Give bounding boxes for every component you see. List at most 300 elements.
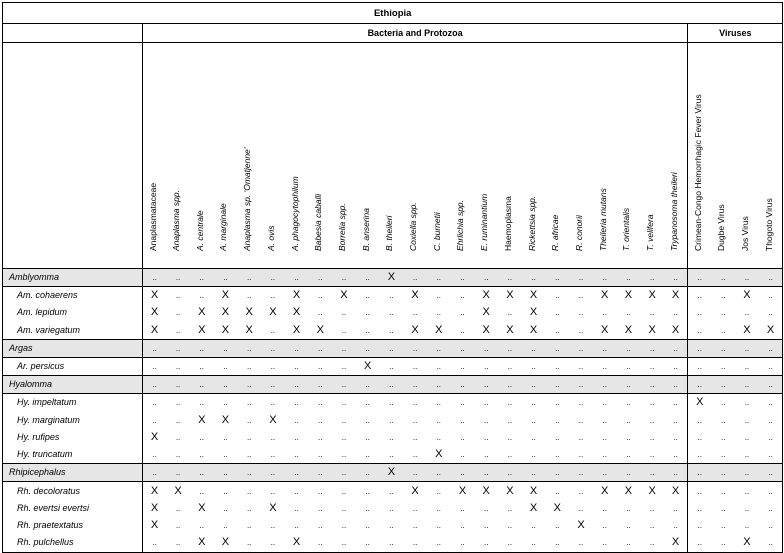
absent-mark: ..	[768, 486, 773, 496]
cell-absent	[664, 464, 688, 482]
cell-absent	[166, 517, 190, 534]
cell-absent	[735, 517, 759, 534]
absent-mark: ..	[460, 380, 465, 390]
cell-absent	[237, 376, 261, 394]
absent-mark: ..	[246, 538, 252, 548]
absent-mark: ..	[270, 291, 276, 301]
cell-absent	[380, 500, 404, 517]
cell-absent	[427, 357, 451, 375]
column-header	[308, 43, 332, 269]
absent-mark: ..	[246, 398, 252, 408]
absent-mark: ..	[649, 450, 655, 460]
absent-mark: ..	[649, 273, 655, 282]
cell-absent	[569, 357, 593, 375]
cell-absent	[308, 304, 332, 321]
cell-absent	[237, 429, 261, 446]
cell-present	[403, 287, 427, 305]
absent-mark: ..	[270, 273, 276, 282]
cell-absent	[214, 482, 238, 500]
cell-absent	[356, 322, 380, 340]
column-header	[261, 43, 285, 269]
cell-absent	[664, 376, 688, 394]
cell-absent	[735, 464, 759, 482]
cell-absent	[237, 287, 261, 305]
column-header	[664, 43, 688, 269]
absent-mark: ..	[270, 450, 276, 460]
absent-mark: ..	[721, 273, 726, 282]
present-mark: X	[671, 536, 680, 549]
absent-mark: ..	[199, 468, 204, 478]
absent-mark: ..	[697, 415, 702, 425]
present-mark: X	[198, 501, 206, 514]
cell-present	[735, 534, 759, 552]
column-header	[593, 43, 617, 269]
cell-absent	[545, 357, 569, 375]
cell-absent	[711, 534, 735, 552]
absent-mark: ..	[152, 362, 157, 372]
cell-absent	[593, 534, 617, 552]
cell-absent	[664, 411, 688, 428]
absent-mark: ..	[744, 450, 750, 460]
cell-absent	[403, 517, 427, 534]
absent-mark: ..	[507, 398, 513, 408]
cell-absent	[711, 464, 735, 482]
present-mark: X	[411, 289, 419, 302]
cell-absent	[166, 446, 190, 464]
absent-mark: ..	[341, 450, 347, 460]
cell-absent	[474, 429, 498, 446]
absent-mark: ..	[507, 415, 513, 425]
cell-absent	[403, 376, 427, 394]
absent-mark: ..	[602, 273, 607, 282]
cell-absent	[380, 357, 404, 375]
cell-absent	[380, 534, 404, 552]
cell-absent	[261, 517, 285, 534]
cell-absent	[143, 446, 167, 464]
cell-present	[498, 322, 522, 340]
absent-mark: ..	[199, 343, 204, 353]
cell-absent	[664, 304, 688, 321]
absent-mark: ..	[721, 308, 726, 318]
cell-present	[143, 287, 167, 305]
absent-mark: ..	[389, 450, 394, 460]
cell-absent	[569, 534, 593, 552]
absent-mark: ..	[673, 343, 678, 353]
absent-mark: ..	[460, 362, 465, 372]
present-mark: X	[577, 519, 585, 532]
cell-present	[522, 500, 546, 517]
absent-mark: ..	[555, 291, 560, 301]
absent-mark: ..	[531, 432, 536, 442]
column-header	[711, 43, 735, 269]
cell-absent	[190, 357, 214, 375]
absent-mark: ..	[365, 468, 370, 478]
cell-absent	[617, 464, 641, 482]
absent-mark: ..	[531, 380, 536, 390]
absent-mark: ..	[531, 273, 536, 282]
column-label: A. ovis	[265, 225, 276, 251]
cell-absent	[640, 269, 664, 287]
cell-absent	[474, 339, 498, 357]
present-mark: X	[671, 289, 680, 302]
cell-absent	[498, 376, 522, 394]
cell-absent	[617, 357, 641, 375]
absent-mark: ..	[673, 362, 678, 372]
cell-absent	[593, 376, 617, 394]
present-mark: X	[150, 519, 159, 532]
cell-absent	[498, 534, 522, 552]
cell-absent	[545, 482, 569, 500]
cell-absent	[617, 376, 641, 394]
absent-mark: ..	[768, 415, 773, 425]
cell-absent	[166, 429, 190, 446]
absent-mark: ..	[578, 503, 584, 513]
cell-absent	[522, 446, 546, 464]
cell-absent	[261, 534, 285, 552]
cell-absent	[617, 411, 641, 428]
cell-absent	[190, 429, 214, 446]
absent-mark: ..	[389, 343, 394, 353]
cell-absent	[688, 482, 712, 500]
cell-present	[498, 287, 522, 305]
cell-absent	[190, 269, 214, 287]
species-name: Am. cohaerens	[3, 287, 143, 305]
absent-mark: ..	[649, 415, 655, 425]
cell-absent	[308, 517, 332, 534]
absent-mark: ..	[555, 486, 560, 496]
cell-absent	[214, 464, 238, 482]
cell-present	[143, 500, 167, 517]
absent-mark: ..	[768, 362, 773, 372]
pathogen-table	[2, 2, 783, 553]
species-name: Hy. marginatum	[3, 411, 143, 428]
cell-absent	[403, 500, 427, 517]
cell-absent	[711, 357, 735, 375]
present-mark: X	[150, 501, 159, 514]
cell-absent	[640, 534, 664, 552]
cell-absent	[214, 357, 238, 375]
present-mark: X	[506, 289, 514, 302]
cell-absent	[735, 394, 759, 412]
absent-mark: ..	[199, 291, 204, 301]
cell-absent	[711, 482, 735, 500]
cell-absent	[688, 517, 712, 534]
cell-absent	[640, 339, 664, 357]
cell-absent	[451, 464, 475, 482]
cell-present	[522, 287, 546, 305]
cell-absent	[451, 376, 475, 394]
absent-mark: ..	[318, 273, 323, 282]
absent-mark: ..	[744, 486, 750, 496]
absent-mark: ..	[436, 380, 442, 390]
absent-mark: ..	[199, 273, 204, 282]
cell-absent	[688, 411, 712, 428]
absent-mark: ..	[460, 432, 465, 442]
column-label: A. marginale	[218, 203, 229, 251]
absent-mark: ..	[602, 538, 607, 548]
cell-absent	[569, 287, 593, 305]
cell-absent	[332, 534, 356, 552]
column-label: Crimean-Congo Hemorrhagic Fever Virus	[692, 94, 703, 251]
absent-mark: ..	[602, 468, 607, 478]
absent-mark: ..	[341, 362, 347, 372]
column-label: B. theileri	[384, 215, 395, 251]
absent-mark: ..	[697, 486, 702, 496]
column-label: Thogoto Virus	[763, 198, 774, 251]
cell-absent	[759, 429, 783, 446]
cell-absent	[332, 394, 356, 412]
present-mark: X	[245, 306, 253, 319]
cell-absent	[427, 534, 451, 552]
cell-absent	[261, 357, 285, 375]
column-header	[498, 43, 522, 269]
absent-mark: ..	[649, 503, 655, 513]
absent-mark: ..	[294, 380, 299, 390]
column-header	[640, 43, 664, 269]
absent-mark: ..	[768, 308, 773, 318]
absent-mark: ..	[649, 308, 655, 318]
absent-mark: ..	[199, 486, 204, 496]
absent-mark: ..	[460, 343, 465, 353]
cell-absent	[451, 394, 475, 412]
cell-absent	[593, 304, 617, 321]
cell-absent	[735, 429, 759, 446]
cell-absent	[356, 429, 380, 446]
cell-absent	[640, 517, 664, 534]
present-mark: X	[387, 271, 396, 283]
cell-absent	[261, 339, 285, 357]
absent-mark: ..	[626, 432, 631, 442]
absent-mark: ..	[318, 398, 323, 408]
cell-absent	[569, 322, 593, 340]
species-row	[3, 322, 783, 340]
absent-mark: ..	[152, 343, 157, 353]
cell-absent	[569, 464, 593, 482]
absent-mark: ..	[578, 308, 584, 318]
absent-mark: ..	[602, 432, 607, 442]
cell-absent	[569, 269, 593, 287]
absent-mark: ..	[626, 538, 631, 548]
absent-mark: ..	[626, 273, 631, 282]
absent-mark: ..	[602, 343, 607, 353]
absent-mark: ..	[555, 308, 560, 318]
absent-mark: ..	[199, 432, 204, 442]
column-header	[427, 43, 451, 269]
absent-mark: ..	[270, 362, 276, 372]
absent-mark: ..	[175, 538, 181, 548]
table-title: Ethiopia	[3, 3, 783, 24]
absent-mark: ..	[294, 450, 299, 460]
absent-mark: ..	[294, 362, 299, 372]
absent-mark: ..	[412, 468, 418, 478]
cell-absent	[617, 534, 641, 552]
present-mark: X	[506, 323, 514, 336]
cell-absent	[214, 376, 238, 394]
absent-mark: ..	[483, 415, 489, 425]
absent-mark: ..	[223, 503, 228, 513]
absent-mark: ..	[412, 273, 418, 282]
absent-mark: ..	[175, 325, 181, 335]
absent-mark: ..	[578, 432, 584, 442]
cell-absent	[356, 376, 380, 394]
cell-present	[190, 500, 214, 517]
cell-absent	[688, 304, 712, 321]
absent-mark: ..	[341, 273, 347, 282]
absent-mark: ..	[389, 432, 394, 442]
absent-mark: ..	[412, 503, 418, 513]
absent-mark: ..	[555, 415, 560, 425]
absent-mark: ..	[223, 450, 228, 460]
cell-absent	[190, 287, 214, 305]
absent-mark: ..	[318, 415, 323, 425]
cell-present	[237, 322, 261, 340]
present-mark: X	[624, 289, 633, 302]
absent-mark: ..	[555, 432, 560, 442]
cell-absent	[332, 339, 356, 357]
cell-absent	[640, 394, 664, 412]
absent-mark: ..	[318, 521, 323, 531]
absent-mark: ..	[365, 415, 370, 425]
absent-mark: ..	[365, 291, 370, 301]
absent-mark: ..	[270, 432, 276, 442]
absent-mark: ..	[602, 415, 607, 425]
cell-absent	[214, 269, 238, 287]
column-header	[688, 43, 712, 269]
cell-absent	[190, 517, 214, 534]
species-row	[3, 517, 783, 534]
cell-absent	[569, 429, 593, 446]
cell-absent	[403, 304, 427, 321]
absent-mark: ..	[412, 398, 418, 408]
absent-mark: ..	[626, 362, 631, 372]
cell-absent	[664, 500, 688, 517]
cell-absent	[664, 394, 688, 412]
absent-mark: ..	[649, 521, 655, 531]
absent-mark: ..	[365, 273, 370, 282]
cell-absent	[593, 411, 617, 428]
species-row	[3, 357, 783, 375]
column-label: Babesia caballi	[313, 193, 324, 251]
column-label: Borrelia spp.	[336, 203, 347, 251]
column-header	[451, 43, 475, 269]
cell-present	[664, 287, 688, 305]
cell-present	[308, 322, 332, 340]
present-mark: X	[624, 484, 633, 497]
cell-absent	[190, 339, 214, 357]
cell-present	[593, 482, 617, 500]
absent-mark: ..	[483, 521, 489, 531]
absent-mark: ..	[175, 415, 181, 425]
absent-mark: ..	[649, 468, 655, 478]
present-mark: X	[482, 323, 490, 336]
absent-mark: ..	[531, 398, 536, 408]
cell-absent	[522, 357, 546, 375]
absent-mark: ..	[483, 468, 489, 478]
absent-mark: ..	[341, 308, 347, 318]
absent-mark: ..	[555, 362, 560, 372]
absent-mark: ..	[223, 398, 228, 408]
cell-absent	[545, 394, 569, 412]
absent-mark: ..	[270, 486, 276, 496]
cell-absent	[403, 339, 427, 357]
species-name: Rh. evertsi evertsi	[3, 500, 143, 517]
cell-present	[261, 304, 285, 321]
present-mark: X	[743, 323, 751, 336]
absent-mark: ..	[365, 343, 370, 353]
column-label: B. anserina	[360, 208, 371, 251]
present-mark: X	[529, 306, 538, 319]
cell-absent	[261, 322, 285, 340]
species-row	[3, 287, 783, 305]
absent-mark: ..	[294, 415, 299, 425]
absent-mark: ..	[365, 486, 370, 496]
cell-present	[522, 482, 546, 500]
absent-mark: ..	[744, 380, 750, 390]
cell-absent	[285, 376, 309, 394]
absent-mark: ..	[744, 521, 750, 531]
absent-mark: ..	[152, 380, 157, 390]
cell-absent	[427, 411, 451, 428]
absent-mark: ..	[721, 538, 726, 548]
group-header-viruses: Viruses	[688, 24, 783, 43]
cell-present	[261, 500, 285, 517]
cell-absent	[285, 394, 309, 412]
absent-mark: ..	[460, 450, 465, 460]
present-mark: X	[529, 323, 538, 336]
absent-mark: ..	[673, 468, 678, 478]
species-row	[3, 482, 783, 500]
column-header	[474, 43, 498, 269]
cell-present	[403, 322, 427, 340]
species-row	[3, 534, 783, 552]
cell-absent	[403, 464, 427, 482]
cell-absent	[166, 304, 190, 321]
absent-mark: ..	[483, 273, 489, 282]
cell-absent	[380, 394, 404, 412]
absent-mark: ..	[626, 308, 631, 318]
cell-absent	[190, 394, 214, 412]
absent-mark: ..	[436, 273, 442, 282]
cell-absent	[451, 429, 475, 446]
cell-absent	[166, 269, 190, 287]
cell-absent	[664, 517, 688, 534]
cell-absent	[308, 411, 332, 428]
cell-absent	[711, 376, 735, 394]
cell-absent	[593, 464, 617, 482]
cell-absent	[759, 339, 783, 357]
absent-mark: ..	[697, 325, 702, 335]
present-mark: X	[601, 484, 609, 497]
genus-name: Hyalomma	[3, 376, 143, 394]
absent-mark: ..	[175, 380, 181, 390]
present-mark: X	[671, 484, 680, 497]
present-mark: X	[174, 484, 182, 497]
cell-absent	[474, 269, 498, 287]
cell-absent	[166, 534, 190, 552]
cell-absent	[474, 500, 498, 517]
cell-absent	[237, 339, 261, 357]
absent-mark: ..	[673, 450, 678, 460]
cell-absent	[308, 482, 332, 500]
cell-absent	[285, 500, 309, 517]
absent-mark: ..	[602, 503, 607, 513]
absent-mark: ..	[460, 521, 465, 531]
cell-absent	[356, 534, 380, 552]
cell-absent	[308, 357, 332, 375]
cell-absent	[166, 357, 190, 375]
absent-mark: ..	[507, 273, 513, 282]
column-label: Anaplasmataceae	[147, 182, 158, 251]
